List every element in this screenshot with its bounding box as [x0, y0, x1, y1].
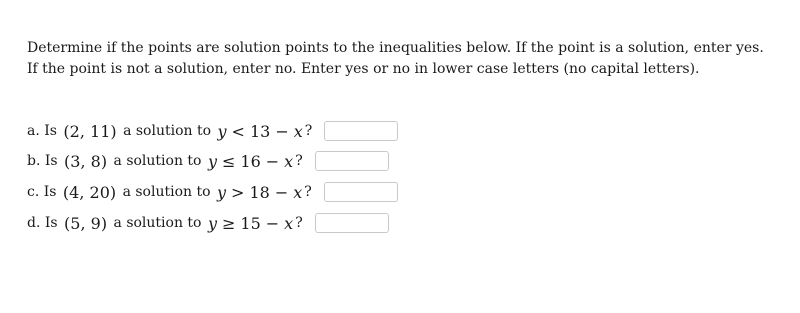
point: (4, 20) — [62, 182, 117, 202]
answer-input-c[interactable] — [324, 182, 398, 202]
inequality-constant: 13 — [249, 121, 271, 141]
question-middle: a solution to — [123, 123, 212, 139]
answer-input-a[interactable] — [324, 121, 398, 141]
inequality-variable: x — [293, 182, 303, 202]
question-a — [27, 119, 398, 143]
answer-input-b[interactable] — [315, 151, 389, 171]
inequality-operator: > — [231, 182, 245, 202]
question-mark: ? — [304, 184, 312, 200]
question-prefix: Is — [43, 184, 57, 200]
inequality-lhs: y — [207, 213, 217, 233]
question-c — [27, 180, 398, 204]
minus-sign: − — [275, 121, 289, 141]
inequality-lhs: y — [207, 151, 217, 171]
question-b — [27, 149, 389, 173]
point: (5, 9) — [64, 213, 108, 233]
question-middle: a solution to — [122, 184, 211, 200]
question-prefix: Is — [44, 215, 58, 231]
inequality-constant: 16 — [240, 151, 261, 171]
inequality-constant: 15 — [240, 213, 261, 233]
question-middle: a solution to — [113, 215, 202, 231]
instructions-text: Determine if the points are solution points to the inequalities below. If the point is a solution, enter yes. If the point is not a solution, enter no. Enter yes or no in lower case letters (no capital letters). — [27, 40, 764, 77]
inequality-variable: x — [284, 151, 294, 171]
inequality-operator: < — [231, 121, 245, 141]
inequality-lhs: y — [217, 121, 227, 141]
point: (2, 11) — [63, 121, 117, 141]
question-prefix: Is — [44, 123, 57, 139]
inequality-variable: x — [293, 121, 303, 141]
inequality-variable: x — [284, 213, 294, 233]
question-letter: d. — [27, 215, 41, 231]
inequality-lhs: y — [217, 182, 227, 202]
minus-sign: − — [265, 213, 280, 233]
question-letter: c. — [27, 184, 40, 200]
question-middle: a solution to — [113, 153, 202, 169]
question-letter: b. — [27, 153, 41, 169]
question-letter: a. — [27, 123, 40, 139]
minus-sign: − — [274, 182, 289, 202]
minus-sign: − — [265, 151, 280, 171]
question-d — [27, 211, 389, 235]
inequality-operator: ≤ — [221, 151, 236, 171]
question-mark: ? — [304, 123, 313, 139]
question-mark: ? — [295, 153, 303, 169]
question-mark: ? — [295, 215, 303, 231]
point: (3, 8) — [64, 151, 108, 171]
question-prefix: Is — [44, 153, 58, 169]
inequality-operator: ≥ — [221, 213, 236, 233]
answer-input-d[interactable] — [315, 213, 389, 233]
inequality-constant: 18 — [249, 182, 270, 202]
